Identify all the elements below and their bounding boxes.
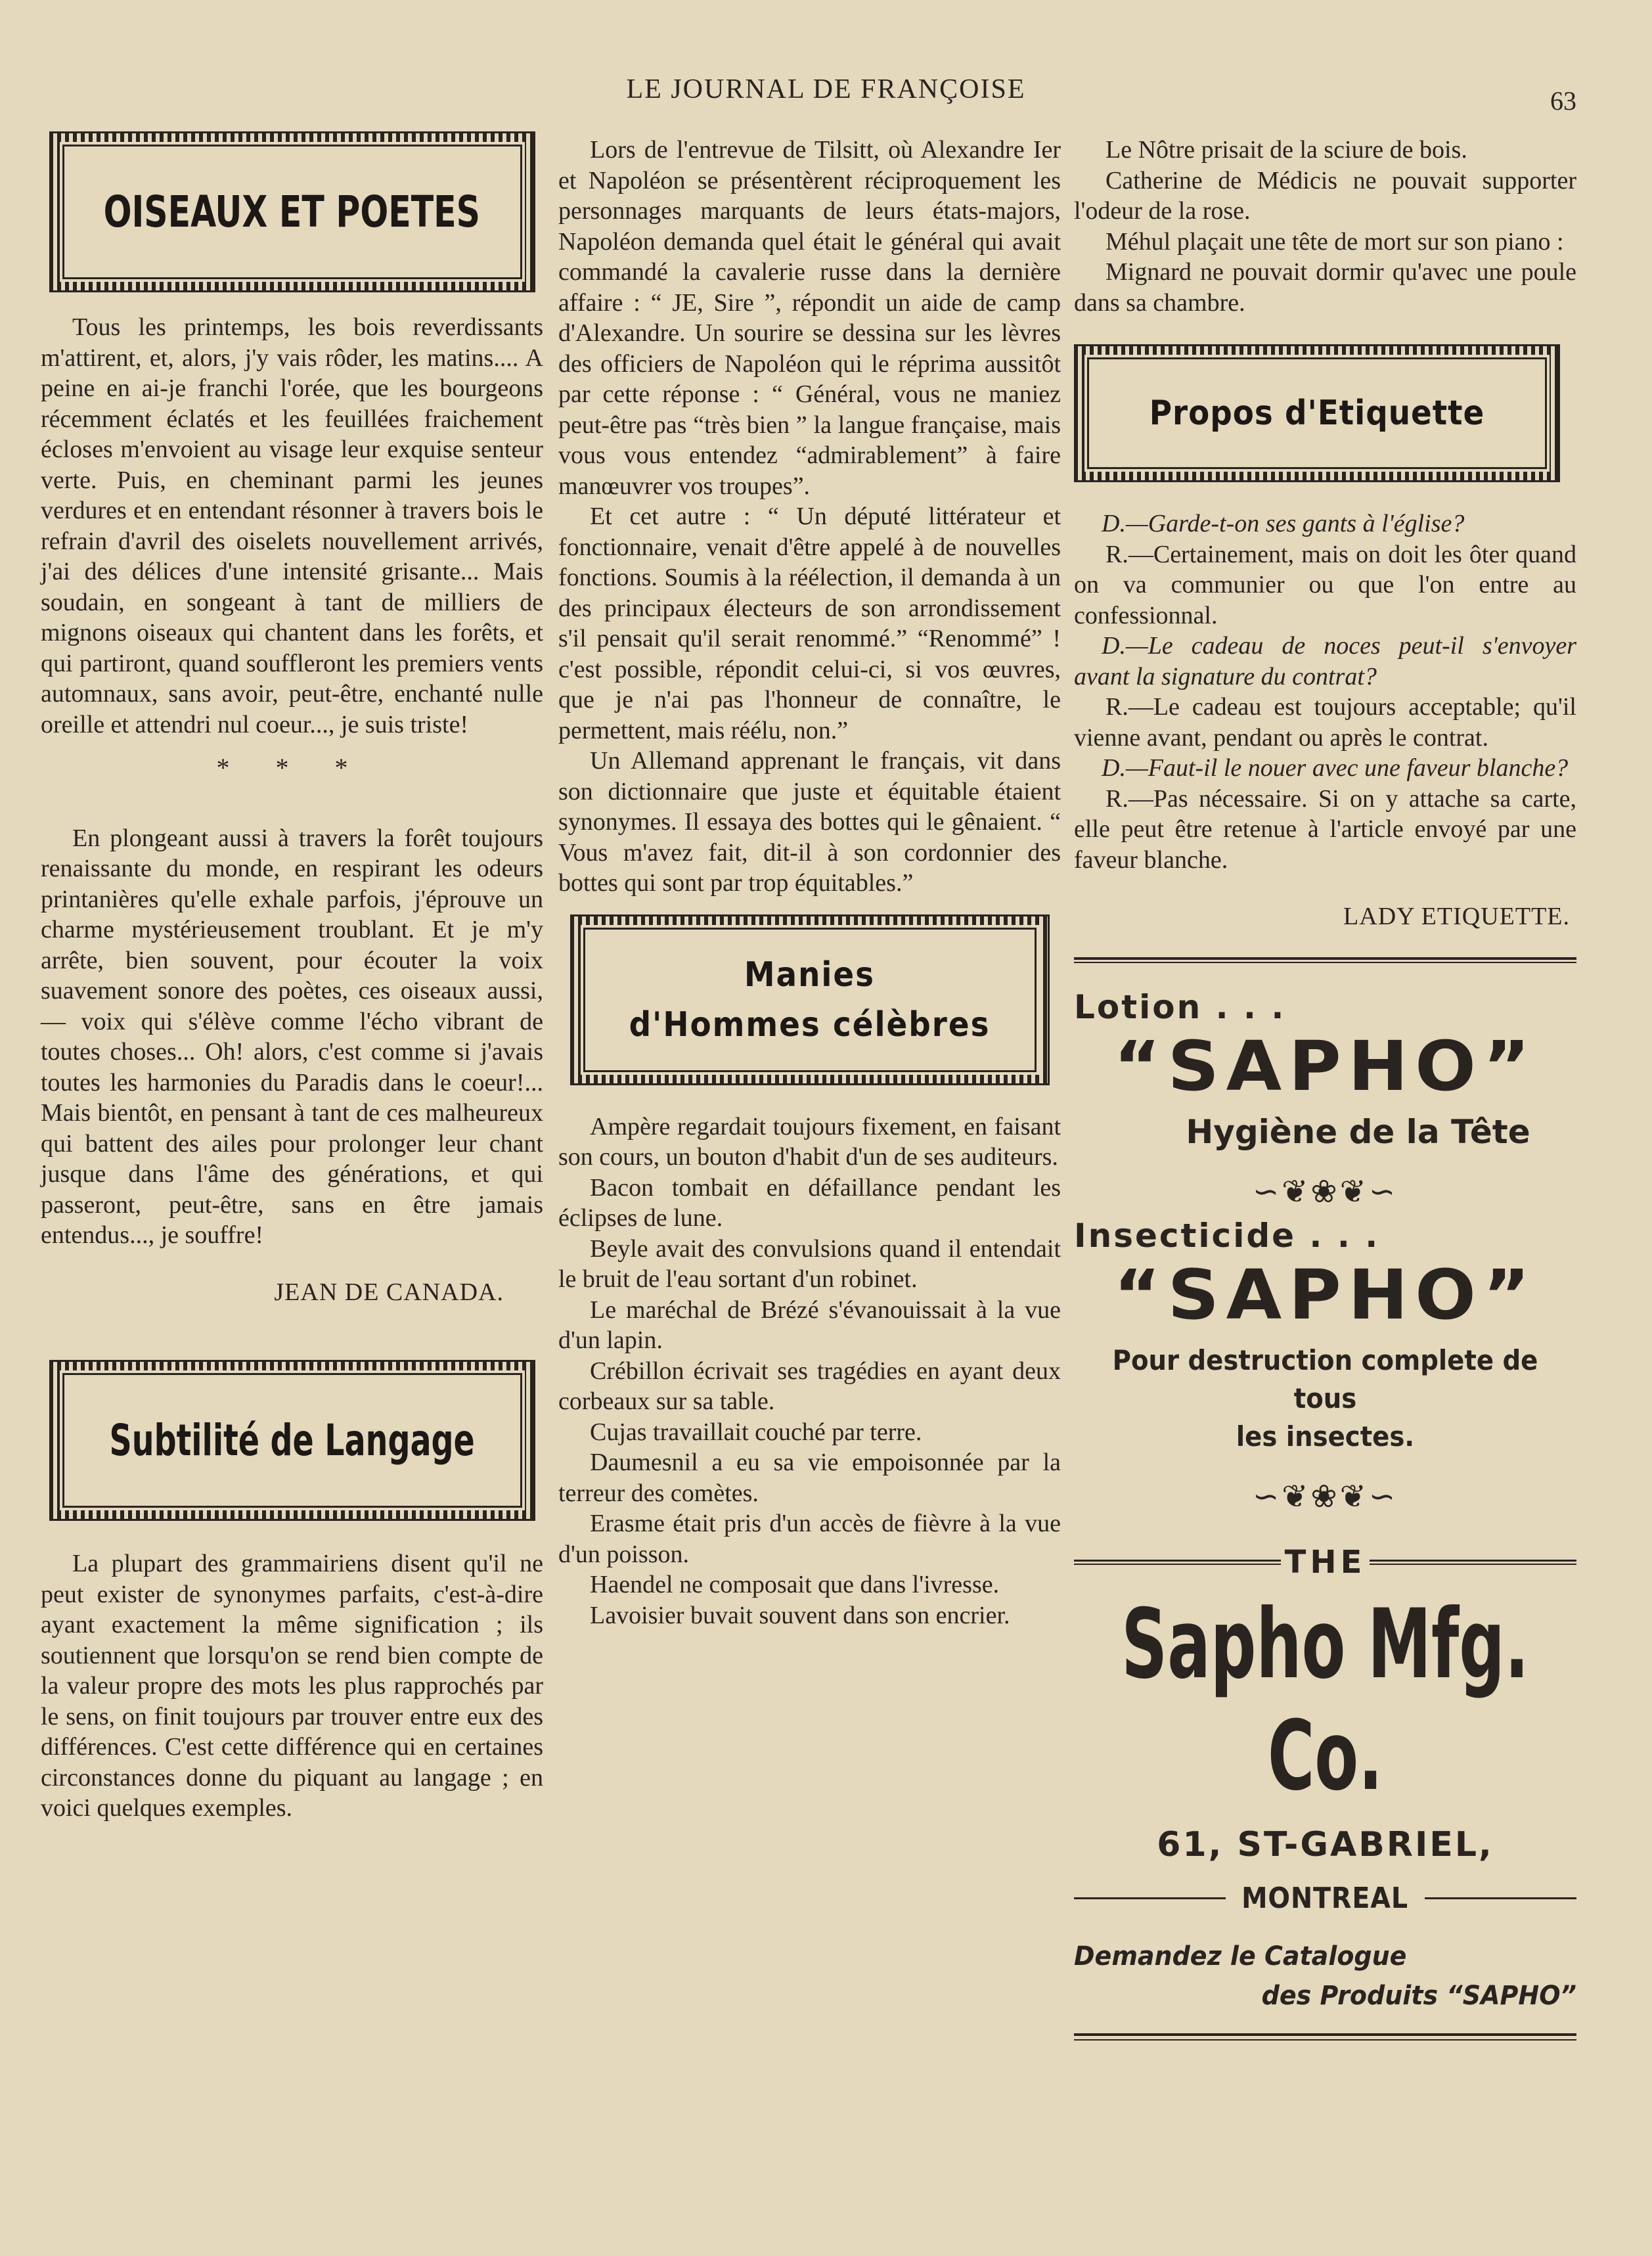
headline-manies [629, 950, 991, 1050]
ad-company-name: Sapho Mfg. Co. [1121, 1588, 1529, 1812]
ad-city-line [1074, 1882, 1576, 1915]
column-left [41, 131, 543, 1824]
column-middle [558, 135, 1061, 1631]
ad-brand-lotion: “SAPHO” [1113, 1026, 1537, 1106]
ad-address: 61, ST-GABRIEL, [1157, 1824, 1494, 1864]
headline-box-subtilite [49, 1360, 535, 1521]
etiquette-signature: LADY ETIQUETTE. [1343, 903, 1570, 930]
ad-insecticide-line2: les insectes. [1236, 1420, 1415, 1453]
ad-city: MONTREAL [1241, 1881, 1409, 1915]
ad-the: THE [1284, 1543, 1366, 1581]
section-separator: * * * [216, 753, 368, 782]
headline-manies-line2: d'Hommes célèbres [629, 1004, 991, 1045]
ad-the-line [1074, 1544, 1576, 1581]
list-item: Le Nôtre prisait de la sciure de bois. [1105, 136, 1467, 164]
list-item: Haendel ne composait que dans l'ivresse. [590, 1571, 1000, 1598]
ad-cta-line1: Demandez le Catalogue [1074, 1941, 1407, 1972]
oiseaux-paragraph-1: Tous les printemps, les bois reverdissants m'attirent, et, alors, j'y vais rôder, les matins.... A peine en ai-je franchi l'orée, que les bourgeons récemment éclatés et les feuillées fraichement écloses m'envoient au visage leur exquise senteur verte. Puis, en cheminant parmi les jeunes verdures et en entendant résonner à travers bois le refrain d'avril des oiselets nouvellement arrivés, j'ai des délices d'une intensité grisante... Mais soudain, en songeant à tant de milliers de mignons oiseaux qui chantent dans les forêts, et qui partiront, quand souffleront les premiers vents automnaux, sans avoir, peut-être, enchanté nulle oreille et attendri nul coeur..., je suis triste! [41, 313, 543, 738]
headline-subtilite: Subtilité de Langage [109, 1415, 475, 1466]
list-item: Méhul plaçait une tête de mort sur son piano : [1105, 227, 1564, 256]
headline-propos: Propos d'Etiquette [1149, 394, 1485, 433]
column-right [1074, 135, 1576, 2041]
subtilite-paragraph-tilsitt: Lors de l'entrevue de Tilsitt, où Alexandre Ier et Napoléon se présentèrent réciproquement les personnages marquants de leurs états-majors, Napoléon demanda quel était le général qui avait commandé la cavalerie russe dans la dernière affaire : “ JE, Sire ”, répondit un aide de camp d'Alexandre. Un sourire se dessina sur les lèvres des officiers de Napoléon qui le réprima aussitôt par cette réponse : “ Général, vous ne maniez peut-être pas “très bien ” la langue française, mais vous vous entendez “admirablement” à faire manœuvrer vos troupes”. [558, 136, 1061, 500]
answer: R.—Le cadeau est toujours acceptable; qu'il vienne avant, pendant ou après le contrat. [1074, 693, 1576, 752]
ornament-icon: ∽❦❀❦∽ [1252, 1173, 1398, 1210]
answer: R.—Certainement, mais on doit les ôter quand on va communier ou que l'on entre au confessionnal. [1074, 540, 1576, 629]
list-item: Lavoisier buvait souvent dans son encrier. [590, 1601, 1010, 1629]
oiseaux-paragraph-2: En plongeant aussi à travers la forêt toujours renaissante du monde, en respirant les odeurs printanières qu'elle exhale parfois, j'éprouve un charme mystérieusement troublant. Et je m'y arrête, bien souvent, pour écouter la voix suavement sonore des poètes, ces oiseaux aussi, — voix qui s'élève comme l'écho vibrant de toutes choses... Oh! alors, c'est comme si j'avais toutes les harmonies du Paradis dans le coeur!... Mais bientôt, en pensant à tant de ces malheureux qui battent des ailes pour prolonger leur chant jusque dans l'âme des générations, et qui passeront, peut-être, sans en être jamais entendus..., je souffre! [41, 824, 543, 1249]
list-item: Cujas travaillait couché par terre. [590, 1418, 922, 1446]
divider-rule [1074, 957, 1576, 963]
ad-bottom-rule [1074, 2033, 1576, 2041]
list-item: Le maréchal de Brézé s'évanouissait à la vue d'un lapin. [558, 1296, 1061, 1354]
headline-manies-line1: Manies [744, 955, 876, 995]
subtilite-paragraph-allemand: Un Allemand apprenant le français, vit dans son dictionnaire que juste et équitable étaient synonymes. Il essaya des bottes qui le gênaient. “ Vous m'avez fait, dit-il à son cordonnier des bottes qui sont par trop équitables.” [558, 747, 1061, 897]
oiseaux-signature: JEAN DE CANADA. [274, 1278, 504, 1306]
headline-box-manies [570, 914, 1050, 1085]
headline-oiseaux: OISEAUX ET POETES [103, 187, 481, 237]
etiquette-qa [1074, 508, 1576, 875]
headline-box-propos [1074, 344, 1560, 482]
list-item: Catherine de Médicis ne pouvait supporter l'odeur de la rose. [1074, 166, 1576, 225]
subtilite-paragraph-1: La plupart des grammairiens disent qu'il ne peut exister de synonymes parfaits, c'est-à-dire ayant exactement la même signification ; ils soutiennent que lorsqu'on se rend bien compte de la valeur propre des mots les plus rapprochés par le sens, on finit toujours par trouver entre eux des différences. C'est cette différence qui en certaines circonstances donne du piquant au langage ; en voici quelques exemples. [41, 1550, 543, 1822]
list-item: Crébillon écrivait ses tragédies en ayant deux corbeaux sur sa table. [558, 1357, 1061, 1415]
ornament-icon: ∽❦❀❦∽ [1252, 1478, 1398, 1515]
list-item: Bacon tombait en défaillance pendant les éclipses de lune. [558, 1173, 1061, 1232]
list-item: Ampère regardait toujours fixement, en faisant son cours, un bouton d'habit d'un de ses auditeurs. [558, 1112, 1061, 1171]
question: D.—Faut-il le nouer avec une faveur blanche? [1102, 754, 1569, 782]
question: D.—Garde-t-on ses gants à l'église? [1102, 510, 1465, 537]
manies-list [558, 1112, 1061, 1631]
list-item: Mignard ne pouvait dormir qu'avec une poule dans sa chambre. [1074, 258, 1576, 317]
manies-list-continued [1074, 135, 1576, 318]
ad-brand-insecticide: “SAPHO” [1113, 1254, 1537, 1335]
list-item: Beyle avait des convulsions quand il entendait le bruit de l'eau sortant d'un robinet. [558, 1234, 1061, 1293]
running-title: LE JOURNAL DE FRANÇOISE [626, 74, 1026, 104]
list-item: Erasme était pris d'un accès de fièvre à la vue d'un poisson. [558, 1510, 1061, 1568]
ad-insecticide-label: Insecticide . . . [1074, 1216, 1380, 1255]
headline-box-oiseaux [49, 131, 535, 292]
ad-cta-line2: des Produits “SAPHO” [1261, 1980, 1576, 2011]
answer: R.—Pas nécessaire. Si on y attache sa carte, elle peut être retenue à l'article envoyé par une faveur blanche. [1074, 784, 1576, 874]
ad-insecticide-line1: Pour destruction complete de tous [1112, 1343, 1538, 1414]
question: D.—Le cadeau de noces peut-il s'envoyer avant la signature du contrat? [1074, 632, 1576, 690]
ad-lotion-label: Lotion . . . [1074, 987, 1286, 1026]
sapho-advertisement [1074, 988, 1576, 2041]
subtilite-paragraph-depute: Et cet autre : “ Un député littérateur et fonctionnaire, venait d'être appelé à de nouvelles fonctions. Soumis à la réélection, il demanda à un des principaux électeurs de son arrondissement s'il pensait qu'il serait renommé.” “Renommé” ! c'est possible, répondit celui-ci, si vos œuvres, que je n'ai pas l'honneur de connaître, le permettent, mais réélu, non.” [558, 503, 1061, 744]
list-item: Daumesnil a eu sa vie empoisonnée par la terreur des comètes. [558, 1449, 1061, 1507]
page-number: 63 [1550, 86, 1576, 116]
ad-lotion-tagline: Hygiène de la Tête [1186, 1112, 1530, 1151]
